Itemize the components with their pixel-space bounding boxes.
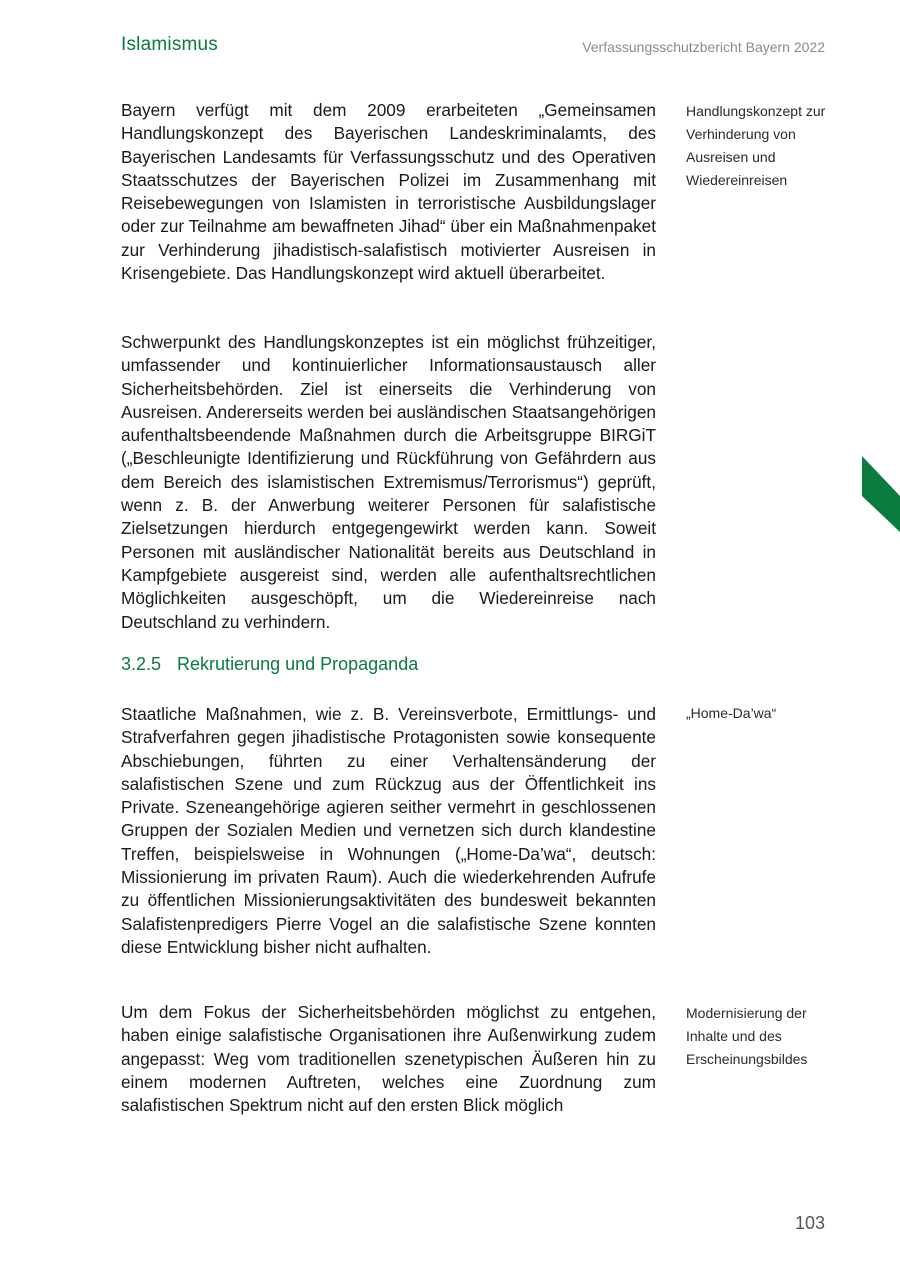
page-number: 103 [794,1213,825,1233]
body-paragraph: Schwerpunkt des Handlungskonzeptes ist ein möglichst frühzeitiger, umfassender und kontinuierlicher Informationsaustausch aller Sicherheitsbehörden. Ziel ist einerseits die Verhinderung von Ausreisen. Andererseits werden bei ausländischen Staatsangehörigen aufenthaltsbeendende Maßnahmen durch die Arbeitsgruppe BIRGiT („Beschleunigte Identifizierung und Rückführung von Gefährdern aus dem Bereich des islamistischen Extremismus/Terrorismus“) geprüft, wenn z. B. der Anwerbung weiterer Personen für salafistische Zielsetzungen hierdurch entgegengewirkt werden kann. Soweit Personen mit ausländischer Nationalität bereits aus Deutschland in Kampfgebiete ausgereist sind, werden alle aufenthaltsrechtlichen Möglichkeiten ausgeschöpft, um die Wiedereinreise nach Deutschland zu verhindern. [121,332,656,632]
section-number: 3.2.5 [121,654,162,674]
section-title: Rekrutierung und Propaganda [177,654,419,674]
running-header-publication: Verfassungsschutzbericht Bayern 2022 [582,39,825,55]
body-paragraph: Um dem Fokus der Sicherheitsbehörden möglichst zu entgehen, haben einige salafistische Organisationen ihre Außenwirkung zudem angepasst: Weg vom traditionellen szenetypischen Äußeren hin zu einem modernen Auftreten, welches eine Zuordnung zum salafistischen Spektrum nicht auf den ersten Blick möglich [121,1002,656,1116]
body-paragraph: Bayern verfügt mit dem 2009 erarbeiteten „Gemeinsamen Handlungskonzept des Bayerischen Landeskriminalamts, des Bayerischen Landesamts für Verfassungsschutz und des Operativen Staatsschutzes der Bayerischen Polizei im Zusammenhang mit Reisebewegungen von Islamisten in terroristische Ausbildungslager oder zur Teilnahme am bewaffneten Jihad“ über ein Maßnahmenpaket zur Verhinderung jihadistisch-salafistisch motivierter Ausreisen in Krisengebiete. Das Handlungskonzept wird aktuell überarbeitet. [121,100,656,284]
chapter-tab-shape [862,456,900,532]
section-heading [121,654,418,675]
margin-note: Modernisierung der Inhalte und des Erscheinungsbildes [686,1005,808,1067]
margin-note: „Home-Da’wa“ [686,705,777,721]
running-header-section: Islamismus [121,34,219,55]
body-paragraph: Staatliche Maßnahmen, wie z. B. Vereinsverbote, Ermittlungs- und Strafverfahren gegen jihadistische Protagonisten sowie konsequente Abschiebungen, führten zu einer Verhaltensänderung der salafistischen Szene und zum Rückzug aus der Öffentlichkeit ins Private. Szeneangehörige agieren seither vermehrt in geschlossenen Gruppen der Sozialen Medien und vernetzen sich durch klandestine Treffen, beispielsweise in Wohnungen („Home-Da’wa“, deutsch: Missionierung im privaten Raum). Auch die wiederkehrenden Aufrufe zu öffentlichen Missionierungsaktivitäten des bundesweit bekannten Salafistenpredigers Pierre Vogel an die salafistische Szene konnten diese Entwicklung bisher nicht aufhalten. [121,704,656,957]
chapter-tab-marker [862,456,900,532]
margin-note: Handlungskonzept zur Verhinderung von Ausreisen und Wiedereinreisen [686,103,826,188]
